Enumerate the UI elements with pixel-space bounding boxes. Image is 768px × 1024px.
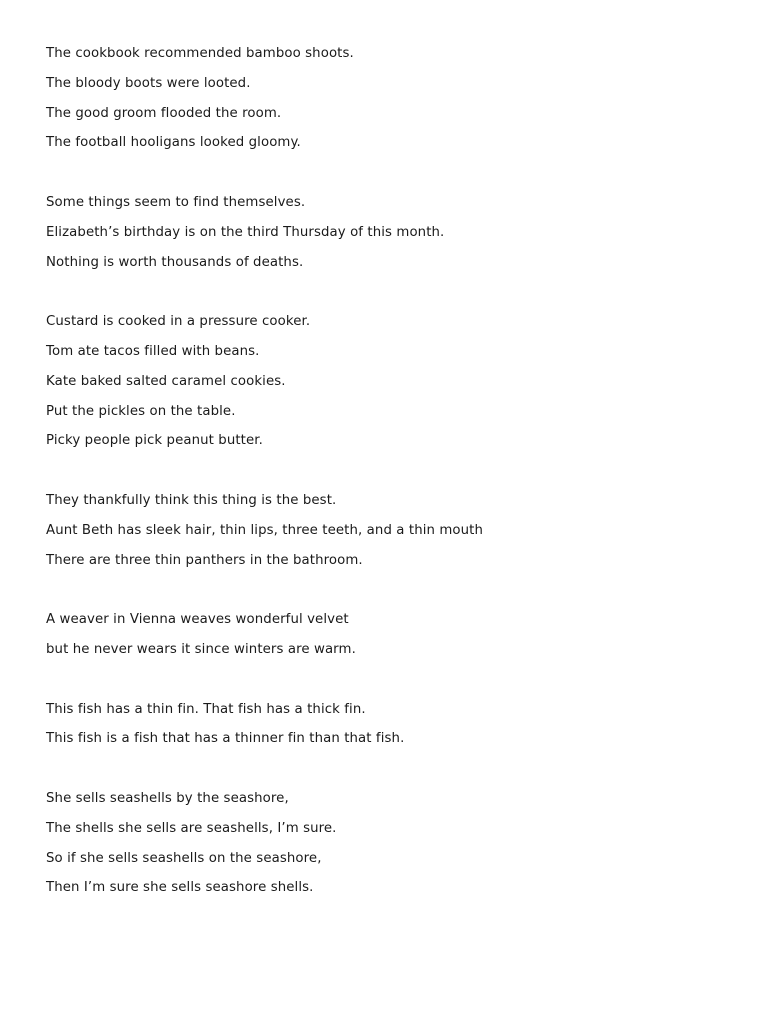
stanza-4 [46,489,726,578]
text-line: This fish has a thin fin. That fish has a thick fin. [46,701,366,717]
text-line: The good groom flooded the room. [46,105,282,121]
stanza-2 [46,191,726,280]
stanza-1 [46,42,726,161]
stanza-7 [46,787,726,906]
text-line: Nothing is worth thousands of deaths. [46,254,304,270]
text-line: A weaver in Vienna weaves wonderful velvet [46,612,349,628]
text-line: So if she sells seashells on the seashore, [46,850,322,866]
text-line: Then I’m sure she sells seashore shells. [46,880,314,896]
text-line: Aunt Beth has sleek hair, thin lips, three teeth, and a thin mouth [46,522,484,538]
text-line: The cookbook recommended bamboo shoots. [46,46,354,61]
text-line: Kate baked salted caramel cookies. [46,373,286,389]
text-line: Picky people pick peanut butter. [46,433,263,449]
text-line: There are three thin panthers in the bathroom. [46,552,363,568]
stanza-6 [46,698,726,758]
text-line: The bloody boots were looted. [46,75,251,91]
stanza-5 [46,608,726,668]
text-line: but he never wears it since winters are warm. [46,641,356,657]
text-line: She sells seashells by the seashore, [46,790,289,806]
document-body [46,42,726,936]
text-line: The football hooligans looked gloomy. [46,135,301,151]
text-line: The shells she sells are seashells, I’m sure. [46,820,337,836]
text-line: This fish is a fish that has a thinner fin than that fish. [46,731,405,747]
text-line: Tom ate tacos filled with beans. [46,343,260,359]
stanza-3 [46,310,726,459]
text-line: They thankfully think this thing is the best. [46,492,337,508]
text-line: Some things seem to find themselves. [46,194,306,210]
text-line: Put the pickles on the table. [46,403,236,419]
text-line: Custard is cooked in a pressure cooker. [46,314,311,330]
text-line: Elizabeth’s birthday is on the third Thursday of this month. [46,224,445,240]
